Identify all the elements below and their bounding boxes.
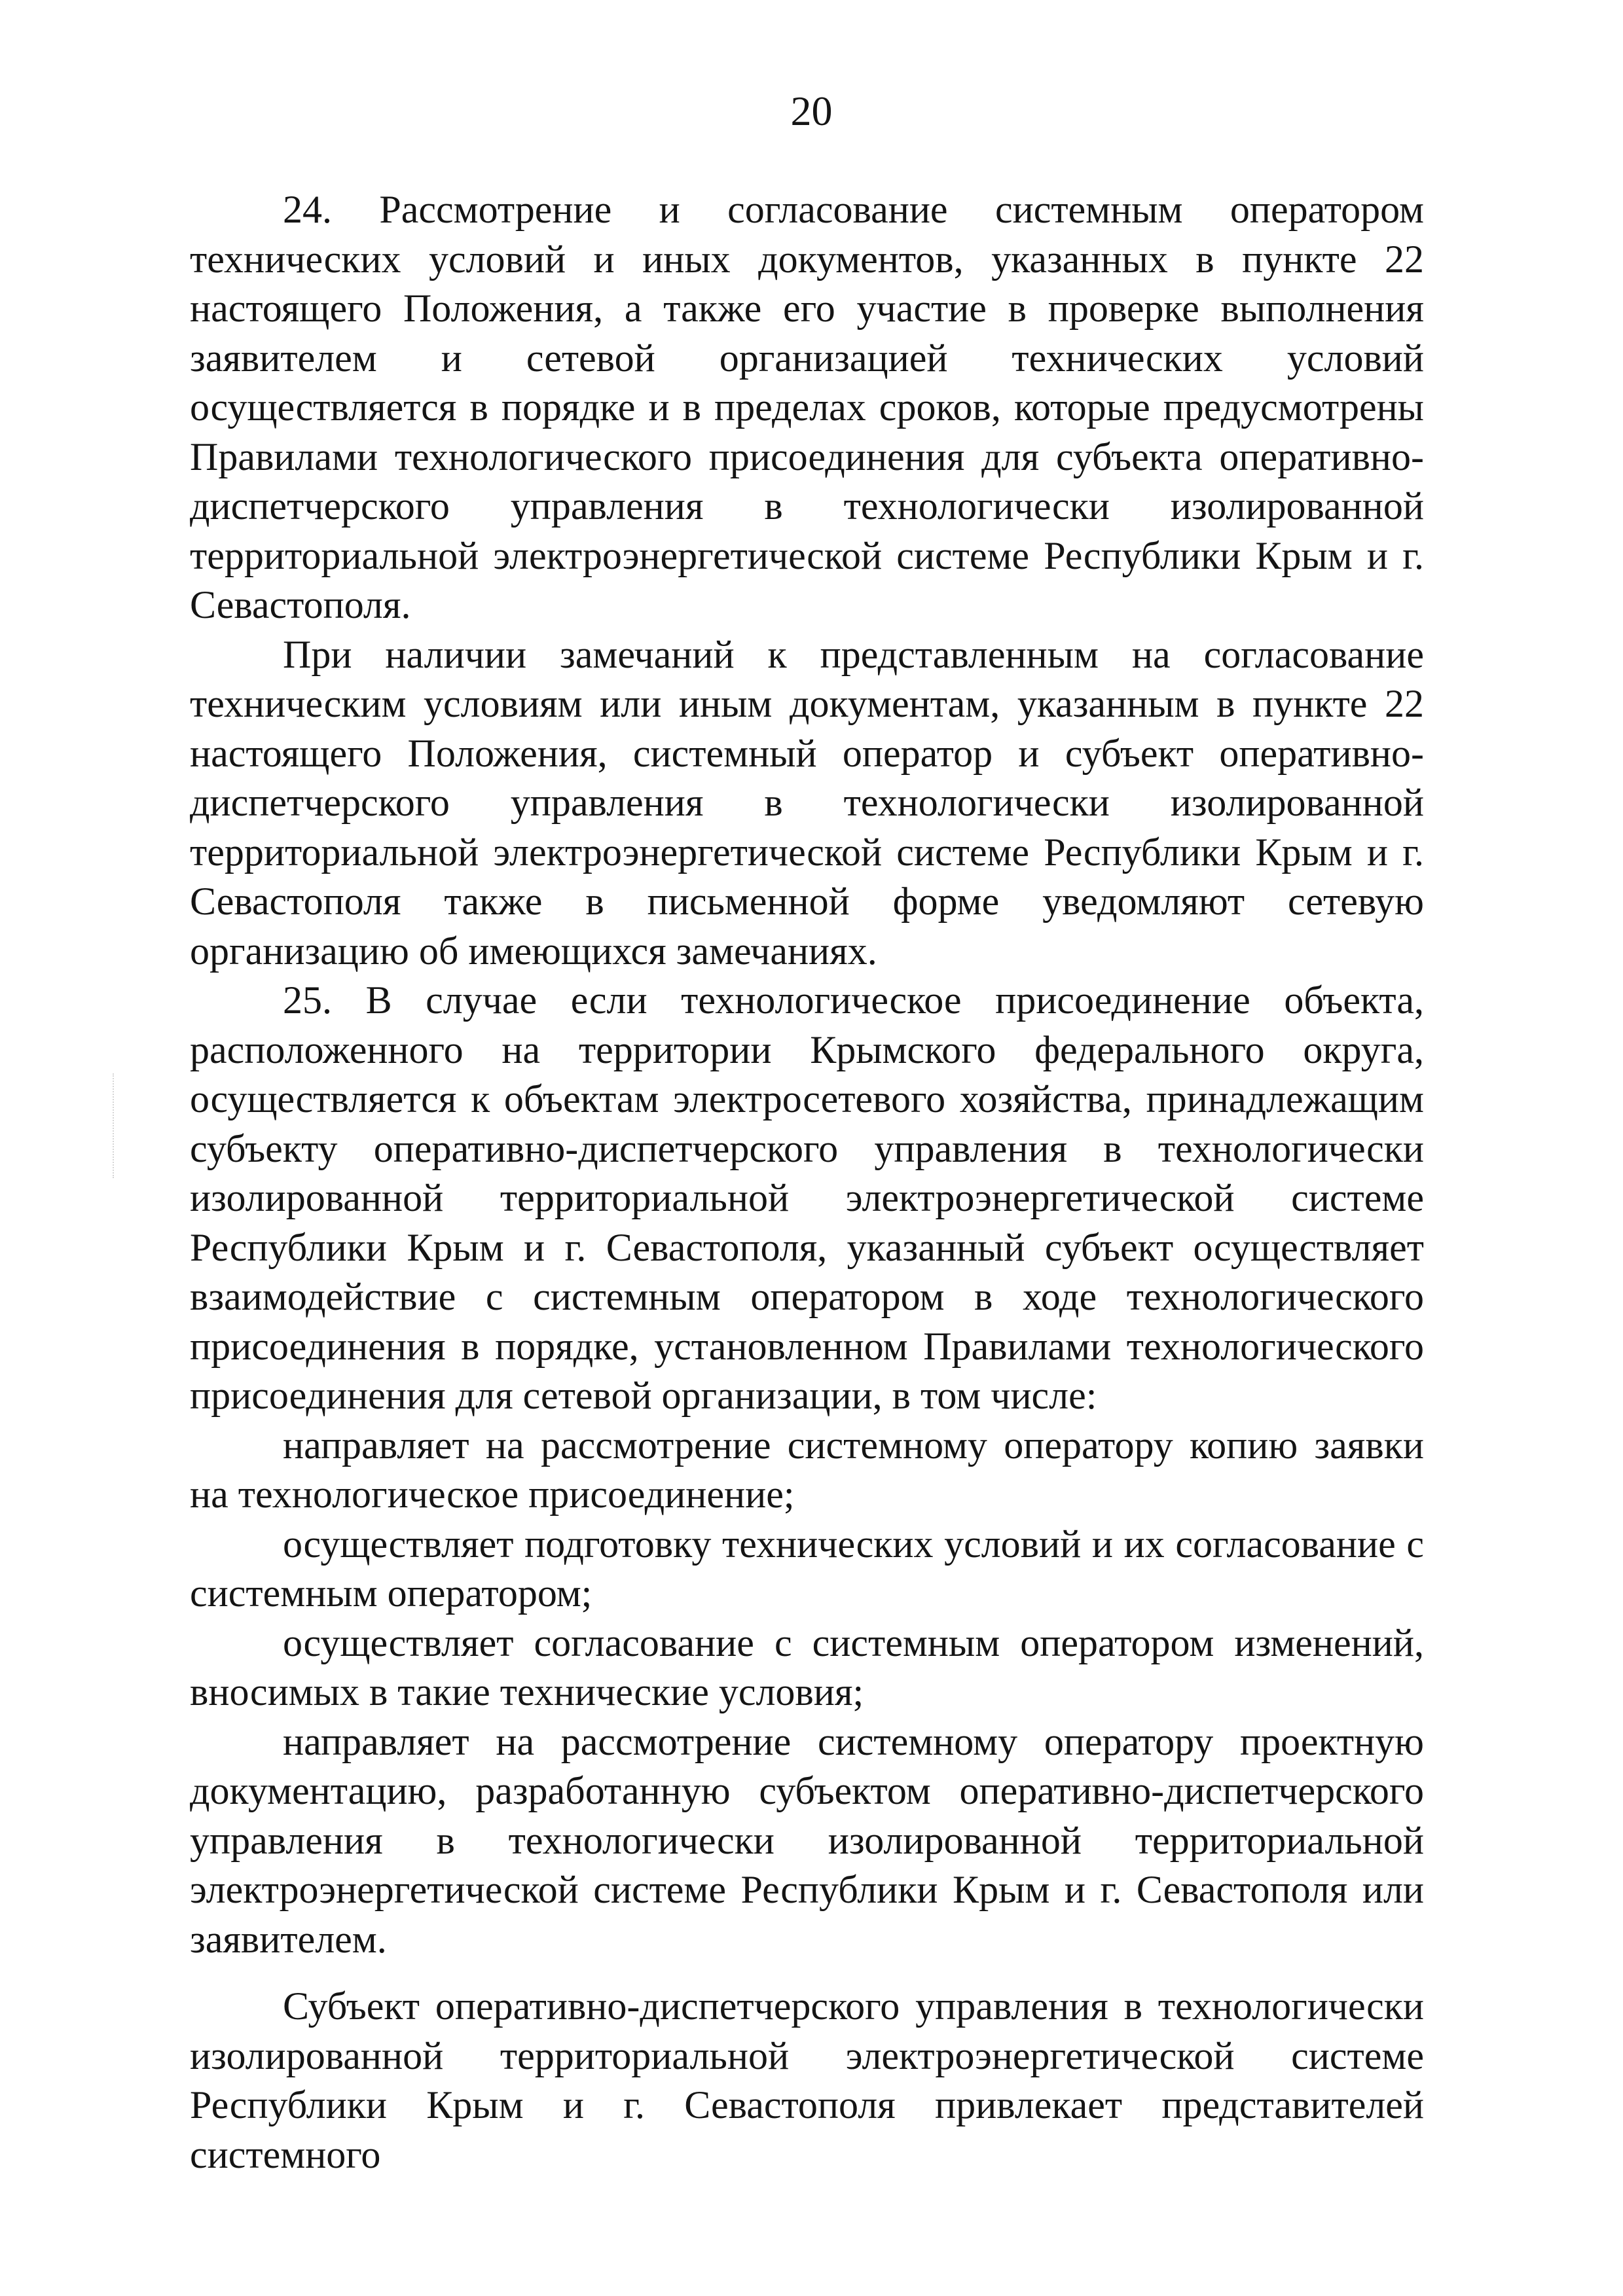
list-item-changes-approval: осуществляет согласование с системным оператором изменений, вносимых в такие технические условия;: [190, 1621, 1424, 1713]
list-item-project-documentation: направляет на рассмотрение системному оператору проектную документацию, разработанную субъектом оперативно-диспетчерского управления в технологически изолированной территориальной электроэнергетической системе Республики Крым и г. Севастополя или заявителем.: [190, 1719, 1424, 1961]
list-item-application-copy: направляет на рассмотрение системному оператору копию заявки на технологическое присоединение;: [190, 1423, 1424, 1516]
page-number: 20: [790, 88, 833, 134]
list-item-technical-conditions: осуществляет подготовку технических условий и их согласование с системным оператором;: [190, 1522, 1424, 1615]
paragraph-25: 25. В случае если технологическое присоединение объекта, расположенного на территории Крымского федерального округа, осуществляется к объектам электросетевого хозяйства, принадлежащим субъекту оперативно-диспетчерского управления в технологически изолированной территориальной электроэнергетической системе Республики Крым и г. Севастополя, указанный субъект осуществляет взаимодействие с системным оператором в ходе технологического присоединения в порядке, установленном Правилами технологического присоединения для сетевой организации, в том числе:: [190, 978, 1424, 1417]
paragraph-remarks: При наличии замечаний к представленным на согласование техническим условиям или иным документам, указанным в пункте 22 настоящего Положения, системный оператор и субъект оперативно-диспетчерского управления в технологически изолированной территориальной электроэнергетической системе Республики Крым и г. Севастополя также в письменной форме уведомляют сетевую организацию об имеющихся замечаниях.: [190, 632, 1424, 973]
paragraph-24: 24. Рассмотрение и согласование системным оператором технических условий и иных документов, указанных в пункте 22 настоящего Положения, а также его участие в проверке выполнения заявителем и сетевой организацией технических условий осуществляется в порядке и в пределах сроков, которые предусмотрены Правилами технологического присоединения для субъекта оперативно-диспетчерского управления в технологически изолированной территориальной электроэнергетической системе Республики Крым и г. Севастополя.: [190, 188, 1424, 626]
paragraph-subject-involves: Субъект оперативно-диспетчерского управления в технологически изолированной территориальной электроэнергетической системе Республики Крым и г. Севастополя привлекает представителей системного: [190, 1984, 1424, 2176]
document-body: [190, 185, 1424, 2179]
margin-scan-artifact: [113, 1073, 115, 1178]
